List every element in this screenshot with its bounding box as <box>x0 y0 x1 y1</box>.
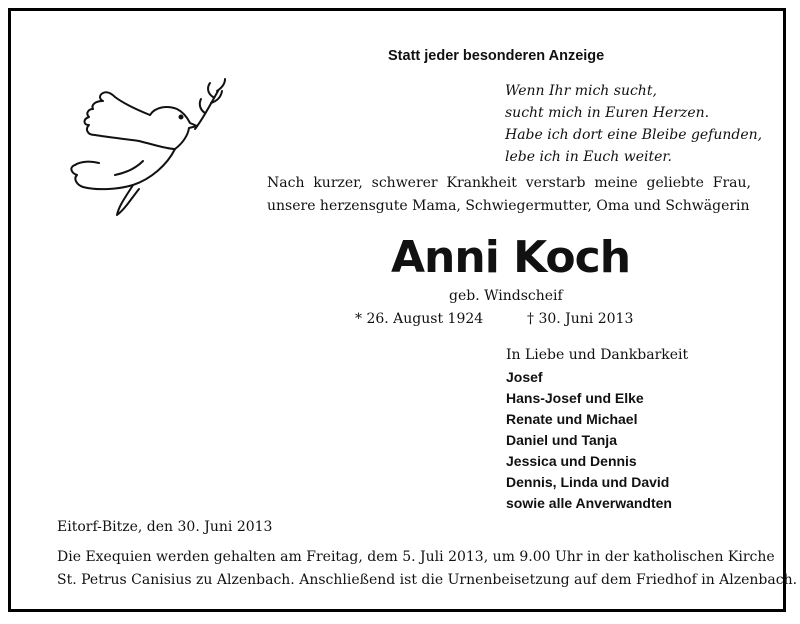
family-member: sowie alle Anverwandten <box>506 495 672 511</box>
family-member: Hans-Josef und Elke <box>506 390 644 406</box>
poem-line: Wenn Ihr mich sucht, <box>505 83 657 99</box>
notice-heading: Statt jeder besonderen Anzeige <box>388 48 605 64</box>
family-member: Josef <box>506 369 543 385</box>
family-list <box>506 367 672 514</box>
maiden-name: geb. Windscheif <box>449 288 563 304</box>
death-announcement-text: Nach kurzer, schwerer Krankheit verstarb meine geliebte Frau, unsere herzensgute Mama, Schwiegermutter, Oma und Schwägerin <box>267 175 751 214</box>
dove-with-olive-branch-icon <box>55 57 235 222</box>
poem-verse <box>505 80 762 168</box>
thanks-line: In Liebe und Dankbarkeit <box>506 347 689 363</box>
poem-line: Habe ich dort eine Bleibe gefunden, <box>505 127 763 143</box>
funeral-details <box>57 546 797 592</box>
deceased-name: Anni Koch <box>391 232 631 283</box>
family-member: Daniel und Tanja <box>506 432 617 448</box>
poem-line: lebe ich in Euch weiter. <box>505 149 672 165</box>
family-member: Renate und Michael <box>506 411 638 427</box>
family-member: Dennis, Linda und David <box>506 474 670 490</box>
funeral-line: St. Petrus Canisius zu Alzenbach. Anschließend ist die Urnenbeisetzung auf dem Friedhof in Alzenbach. <box>57 572 798 588</box>
birth-date: * 26. August 1924 <box>355 311 484 327</box>
obituary-notice <box>8 8 798 612</box>
funeral-line: Die Exequien werden gehalten am Freitag, dem 5. Juli 2013, um 9.00 Uhr in der katholischen Kirche <box>57 549 775 565</box>
family-member: Jessica und Dennis <box>506 453 637 469</box>
place-and-date: Eitorf-Bitze, den 30. Juni 2013 <box>57 519 273 535</box>
death-date: † 30. Juni 2013 <box>527 311 634 327</box>
poem-line: sucht mich in Euren Herzen. <box>505 105 710 121</box>
